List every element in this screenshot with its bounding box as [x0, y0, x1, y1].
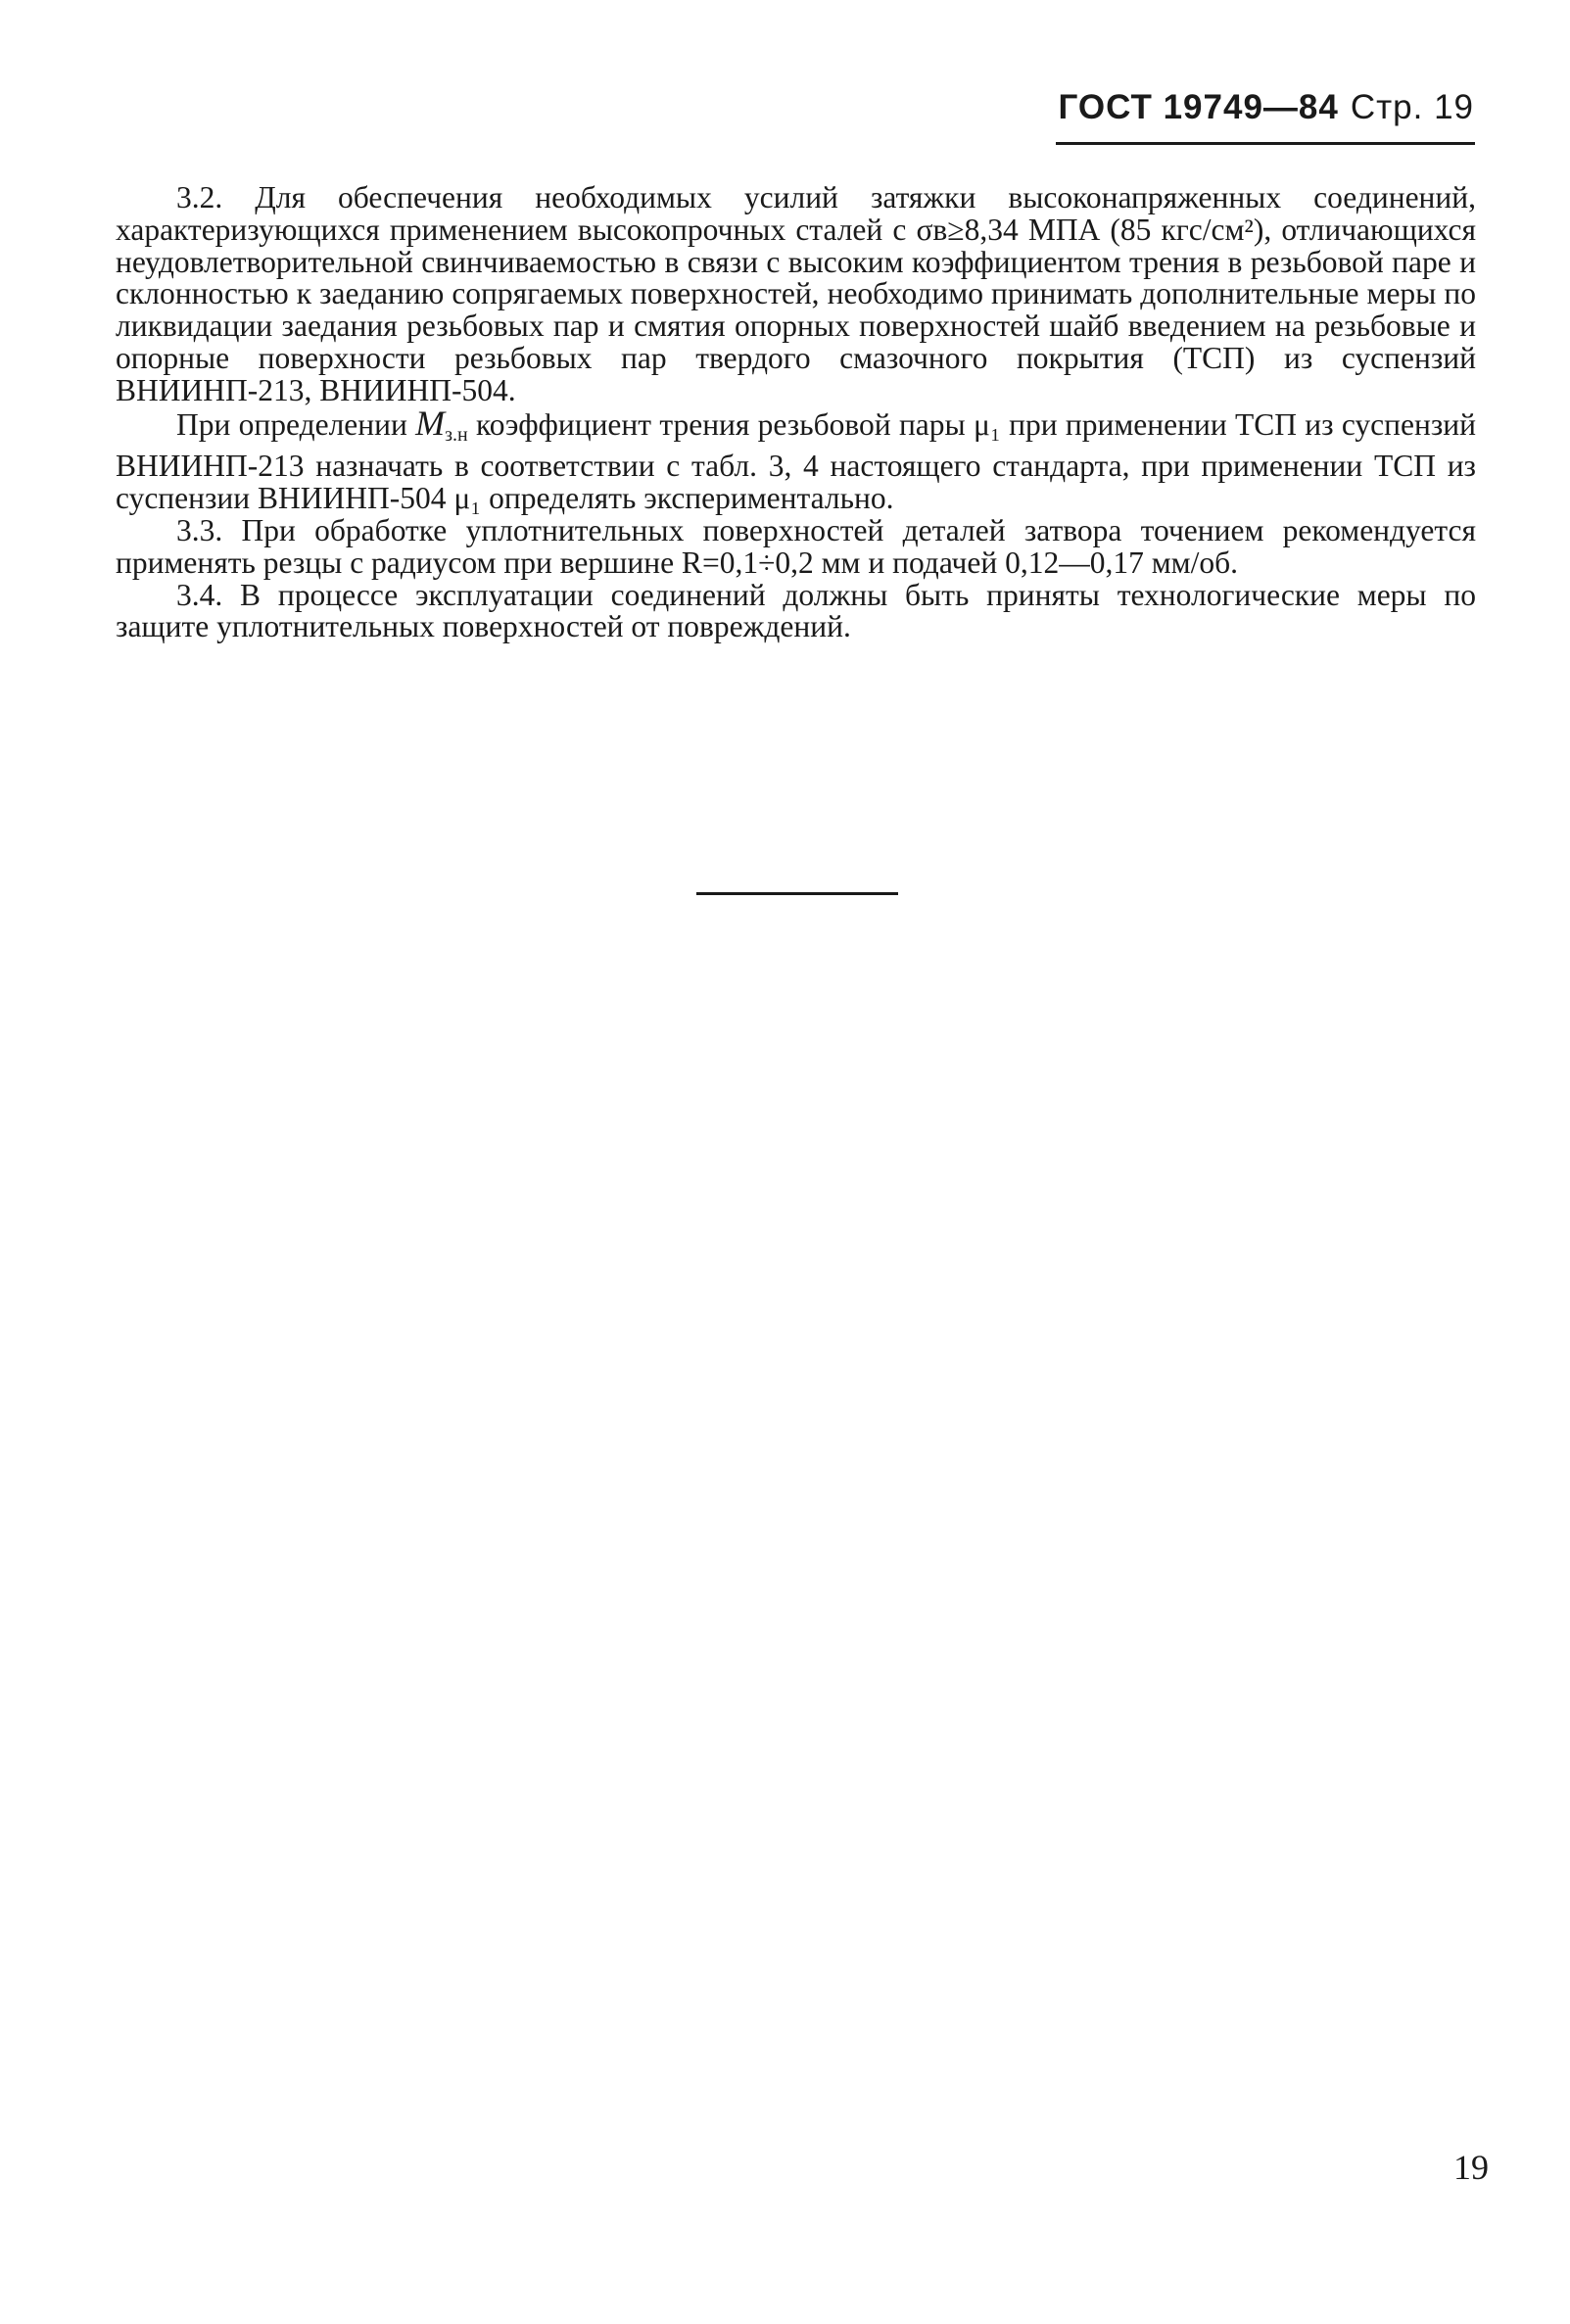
standard-designation: ГОСТ 19749—84 [1058, 88, 1339, 126]
page-number: 19 [1453, 2148, 1489, 2187]
mzn-paragraph [116, 403, 1476, 516]
section-3-4-paragraph: 3.4. В процессе эксплуатации соединений должны быть приняты технологические меры по защите уплотнительных поверхностей от повреждений. [116, 577, 1476, 644]
mzn-lead-text: При определении [176, 406, 416, 442]
page-header [1053, 88, 1474, 127]
mzn-body-text: коэффициент трения резьбовой пары μ₁ при применении ТСП из суспензий ВНИИНП-213 назначать в соответствии с табл. 3, 4 настоящего стандарта, при применении ТСП из суспензии ВНИИНП-504 μ₁ определять экспериментально. [116, 406, 1476, 516]
header-rule [1056, 142, 1475, 145]
section-3-2-paragraph: 3.2. Для обеспечения необходимых усилий затяжки высоконапряженных соединений, характеризующихся применением высокопрочных сталей с σв≥8,34 МПА (85 кгс/см²), отличающихся неудовлетворительной свинчиваемостью в связи с высоким коэффициентом трения в резьбовой паре и склонностью к заеданию сопрягаемых поверхностей, необходимо принимать дополнительные меры по ликвидации заедания резьбовых пар и смятия опорных поверхностей шайб введением на резьбовые и опорные поверхности резьбовых пар твердого смазочного покрытия (ТСП) из суспензий ВНИИНП-213, ВНИИНП-504. [116, 180, 1476, 407]
document-body [116, 182, 1476, 643]
section-3-3-paragraph: 3.3. При обработке уплотнительных поверхностей деталей затвора точением рекомендуется применять резцы с радиусом при вершине R=0,1÷0,2 мм и подачей 0,12—0,17 мм/об. [116, 512, 1476, 580]
moment-symbol: M [415, 403, 446, 443]
moment-subscript: з.н [445, 423, 468, 446]
end-of-text-rule [696, 892, 898, 895]
page-reference: Стр. 19 [1350, 88, 1474, 126]
